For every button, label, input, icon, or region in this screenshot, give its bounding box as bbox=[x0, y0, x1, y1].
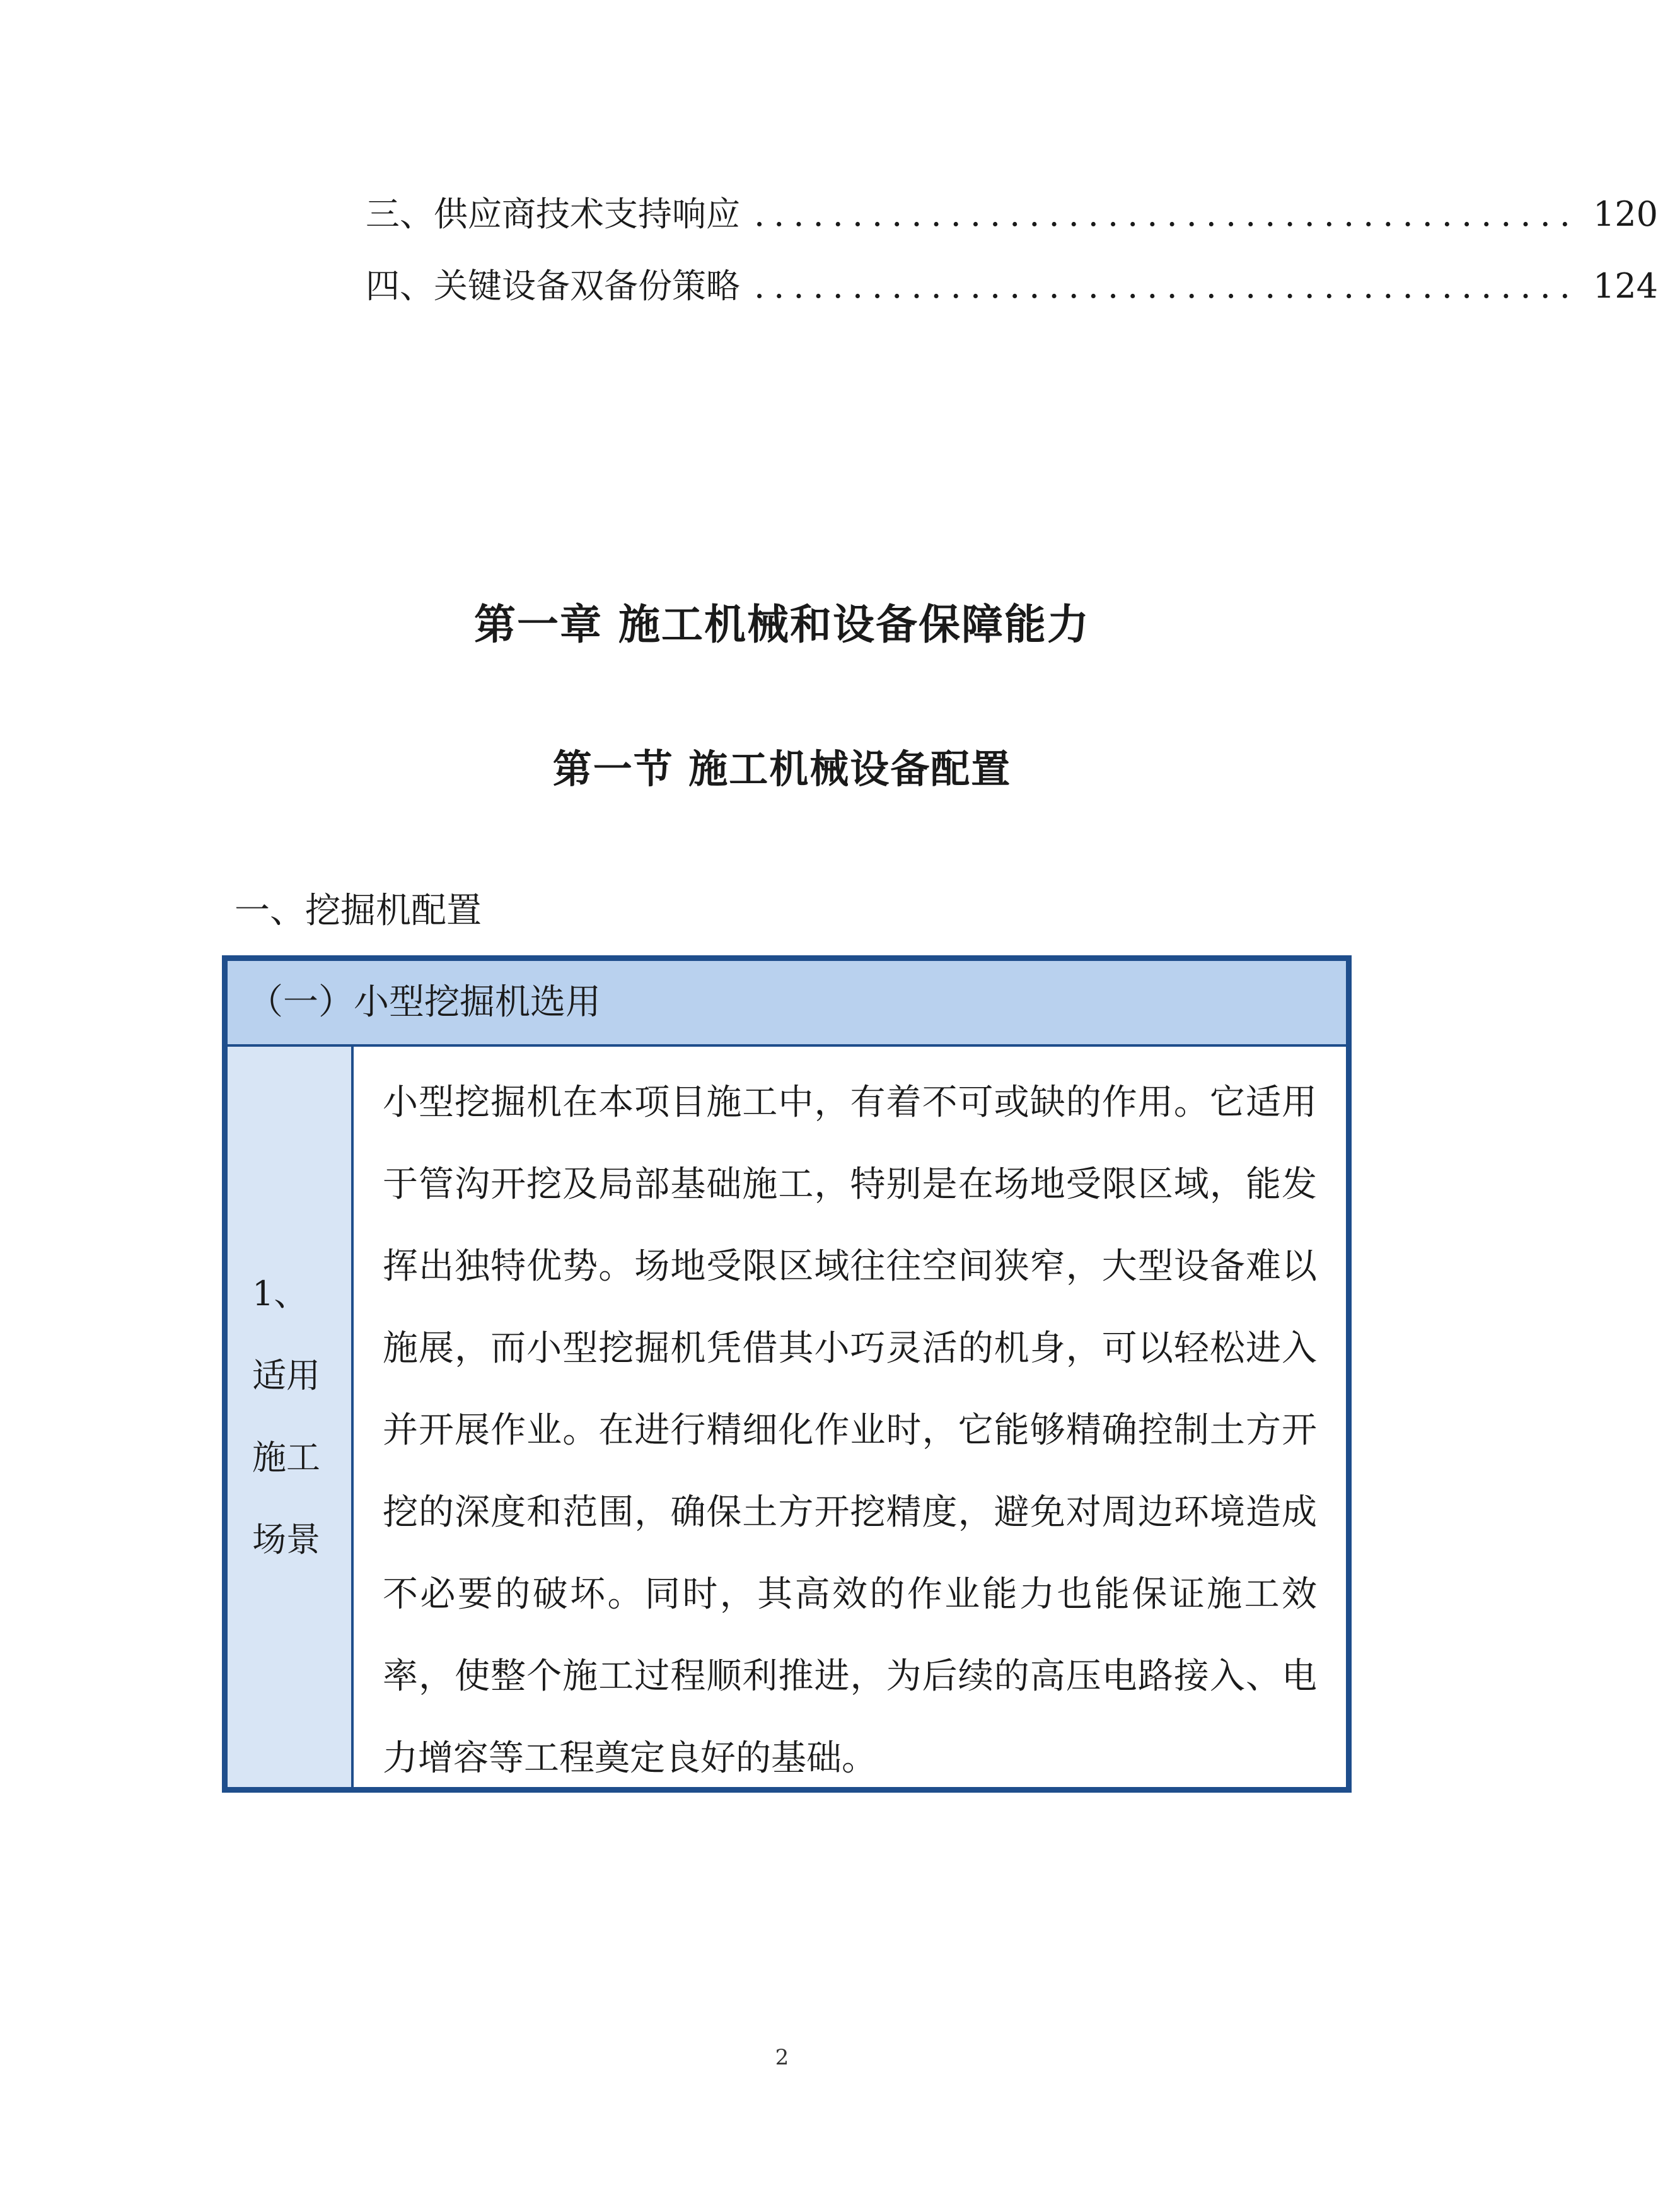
toc-entry[interactable] bbox=[366, 261, 1658, 311]
toc-entry[interactable] bbox=[366, 189, 1658, 240]
chapter-title: 第一章 施工机械和设备保障能力 bbox=[474, 600, 1090, 649]
section-title: 第一节 施工机械设备配置 bbox=[552, 746, 1012, 792]
toc-leader-dots: .......................................... bbox=[754, 266, 1579, 306]
subsection-heading: 一、挖掘机配置 bbox=[235, 890, 482, 931]
info-box-row-body: 小型挖掘机在本项目施工中，有着不可或缺的作用。它适用于管沟开挖及局部基础施工，特别是在场地受限区域，能发挥出独特优势。场地受限区域往往空间狭窄，大型设备难以施展，而小型挖掘机凭借其小巧灵活的机身，可以轻松进入并开展作业。在进行精细化作业时，它能够精确控制土方开挖的深度和范围，确保土方开挖精度，避免对周边环境造成不必要的破坏。同时，其高效的作业能力也能保证施工效率，使整个施工过程顺利推进，为后续的高压电路接入、电力增容等工程奠定良好的基础。 bbox=[383, 1082, 1317, 1779]
info-box-row-label bbox=[228, 1047, 354, 1787]
toc-entry-page: 124 bbox=[1592, 266, 1658, 306]
toc-entry-title: 四、关键设备双备份策略 bbox=[366, 266, 740, 306]
toc-entry-title: 三、供应商技术支持响应 bbox=[366, 194, 740, 234]
toc-entry-page: 120 bbox=[1592, 194, 1658, 234]
info-box-header: （一）小型挖掘机选用 bbox=[228, 961, 1346, 1047]
row-label-text: 1、适用施工场景 bbox=[252, 1274, 320, 1559]
page-number: 2 bbox=[775, 2045, 789, 2070]
info-box bbox=[222, 955, 1352, 1793]
toc-leader-dots: .......................................... bbox=[754, 194, 1579, 234]
